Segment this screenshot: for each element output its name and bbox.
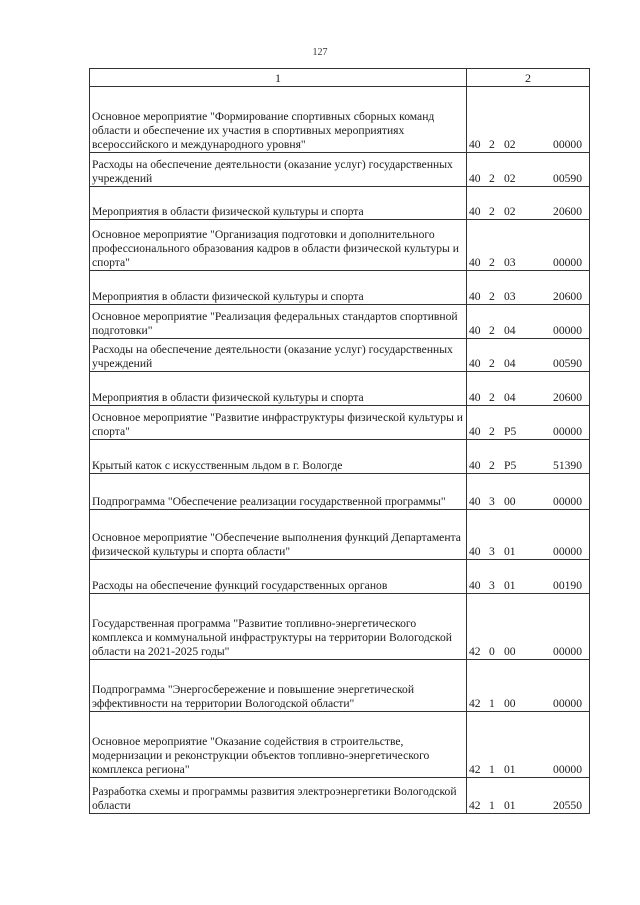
code-part-3: 02: [504, 205, 516, 218]
row-code: [467, 660, 590, 712]
code-part-3: 02: [504, 138, 516, 151]
code-part-2: 3: [489, 545, 495, 558]
code-part-3: 01: [504, 763, 516, 776]
table-row: [90, 305, 590, 339]
code-part-2: 2: [489, 357, 495, 370]
row-code: [467, 153, 590, 187]
code-part-3: 04: [504, 357, 516, 370]
row-name: Основное мероприятие "Реализация федеральных стандартов спортивной подготовки": [90, 305, 467, 339]
row-code: [467, 339, 590, 372]
code-part-2: 2: [489, 172, 495, 185]
code-part-2: 1: [489, 799, 495, 812]
code-part-3: 00: [504, 645, 516, 658]
code-part-3: 01: [504, 579, 516, 592]
row-code: [467, 372, 590, 406]
row-code: [467, 220, 590, 271]
code-part-2: 2: [489, 425, 495, 438]
table-row: [90, 560, 590, 594]
row-code: [467, 305, 590, 339]
code-part-4: 00590: [553, 357, 582, 370]
code-part-2: 2: [489, 205, 495, 218]
column-header-2: 2: [467, 69, 590, 87]
code-part-4: 00000: [553, 763, 582, 776]
row-name: Основное мероприятие "Развитие инфраструктуры физической культуры и спорта": [90, 406, 467, 440]
code-part-1: 40: [469, 138, 481, 151]
code-part-3: P5: [504, 425, 517, 438]
code-part-4: 20600: [553, 391, 582, 404]
table-row: [90, 712, 590, 778]
code-part-3: 01: [504, 545, 516, 558]
row-code: [467, 594, 590, 660]
row-name: Расходы на обеспечение деятельности (оказание услуг) государственных учреждений: [90, 339, 467, 372]
code-part-1: 42: [469, 763, 481, 776]
code-part-4: 00000: [553, 256, 582, 269]
code-part-3: P5: [504, 459, 517, 472]
code-part-2: 2: [489, 256, 495, 269]
code-part-1: 40: [469, 357, 481, 370]
code-part-3: 03: [504, 290, 516, 303]
code-part-3: 00: [504, 697, 516, 710]
code-part-3: 04: [504, 324, 516, 337]
code-part-1: 40: [469, 324, 481, 337]
row-name: Государственная программа "Развитие топливно-энергетического комплекса и коммунальной инфраструктуры на территории Вологодской области на 2021-2025 годы": [90, 594, 467, 660]
code-part-4: 00000: [553, 495, 582, 508]
code-part-1: 40: [469, 459, 481, 472]
code-part-1: 42: [469, 645, 481, 658]
row-name: Основное мероприятие "Формирование спортивных сборных команд области и обеспечение их участия в спортивных мероприятиях всероссийского и международного уровня": [90, 87, 467, 153]
table-row: [90, 271, 590, 305]
code-part-2: 0: [489, 645, 495, 658]
code-part-4: 00000: [553, 545, 582, 558]
code-part-4: 20600: [553, 290, 582, 303]
budget-table: [89, 68, 590, 814]
code-part-4: 00190: [553, 579, 582, 592]
table-row: [90, 406, 590, 440]
row-name: Основное мероприятие "Организация подготовки и дополнительного профессионального образования кадров в области физической культуры и спорта": [90, 220, 467, 271]
table-row: [90, 339, 590, 372]
code-part-1: 40: [469, 495, 481, 508]
code-part-1: 40: [469, 545, 481, 558]
row-code: [467, 510, 590, 560]
table-row: [90, 372, 590, 406]
row-name: Крытый каток с искусственным льдом в г. Вологде: [90, 440, 467, 474]
row-code: [467, 712, 590, 778]
code-part-3: 01: [504, 799, 516, 812]
table-row: [90, 778, 590, 814]
table-row: [90, 594, 590, 660]
code-part-4: 00000: [553, 645, 582, 658]
code-part-2: 2: [489, 290, 495, 303]
table-row: [90, 153, 590, 187]
code-part-4: 00000: [553, 425, 582, 438]
code-part-4: 20550: [553, 799, 582, 812]
row-code: [467, 406, 590, 440]
row-code: [467, 187, 590, 220]
code-part-4: 00000: [553, 138, 582, 151]
code-part-4: 51390: [553, 459, 582, 472]
code-part-2: 2: [489, 391, 495, 404]
code-part-2: 2: [489, 138, 495, 151]
code-part-1: 40: [469, 290, 481, 303]
row-code: [467, 271, 590, 305]
table-row: [90, 220, 590, 271]
code-part-1: 40: [469, 391, 481, 404]
row-name: Основное мероприятие "Оказание содействия в строительстве, модернизации и реконструкции объектов топливно-энергетического комплекса региона": [90, 712, 467, 778]
row-code: [467, 560, 590, 594]
code-part-3: 04: [504, 391, 516, 404]
table-row: [90, 187, 590, 220]
code-part-3: 02: [504, 172, 516, 185]
row-name: Мероприятия в области физической культуры и спорта: [90, 187, 467, 220]
column-header-1: 1: [90, 69, 467, 87]
header-row: [90, 69, 590, 87]
code-part-4: 00590: [553, 172, 582, 185]
row-code: [467, 87, 590, 153]
code-part-1: 42: [469, 697, 481, 710]
code-part-2: 3: [489, 495, 495, 508]
code-part-1: 40: [469, 579, 481, 592]
row-name: Расходы на обеспечение функций государственных органов: [90, 560, 467, 594]
code-part-4: 00000: [553, 324, 582, 337]
code-part-1: 40: [469, 425, 481, 438]
row-name: Расходы на обеспечение деятельности (оказание услуг) государственных учреждений: [90, 153, 467, 187]
row-code: [467, 440, 590, 474]
row-name: Подпрограмма "Энергосбережение и повышение энергетической эффективности на территории Вологодской области": [90, 660, 467, 712]
row-code: [467, 778, 590, 814]
code-part-3: 00: [504, 495, 516, 508]
code-part-1: 42: [469, 799, 481, 812]
table-row: [90, 660, 590, 712]
table-row: [90, 474, 590, 510]
table-row: [90, 87, 590, 153]
row-name: Подпрограмма "Обеспечение реализации государственной программы": [90, 474, 467, 510]
code-part-1: 40: [469, 172, 481, 185]
row-name: Мероприятия в области физической культуры и спорта: [90, 271, 467, 305]
code-part-2: 2: [489, 324, 495, 337]
row-name: Мероприятия в области физической культуры и спорта: [90, 372, 467, 406]
table-row: [90, 440, 590, 474]
code-part-3: 03: [504, 256, 516, 269]
row-code: [467, 474, 590, 510]
code-part-2: 2: [489, 459, 495, 472]
code-part-2: 3: [489, 579, 495, 592]
code-part-2: 1: [489, 697, 495, 710]
page-number: 127: [312, 47, 328, 58]
code-part-1: 40: [469, 205, 481, 218]
table-row: [90, 510, 590, 560]
code-part-4: 20600: [553, 205, 582, 218]
row-name: Разработка схемы и программы развития электроэнергетики Вологодской области: [90, 778, 467, 814]
code-part-4: 00000: [553, 697, 582, 710]
code-part-2: 1: [489, 763, 495, 776]
row-name: Основное мероприятие "Обеспечение выполнения функций Департамента физической культуры и спорта области": [90, 510, 467, 560]
code-part-1: 40: [469, 256, 481, 269]
